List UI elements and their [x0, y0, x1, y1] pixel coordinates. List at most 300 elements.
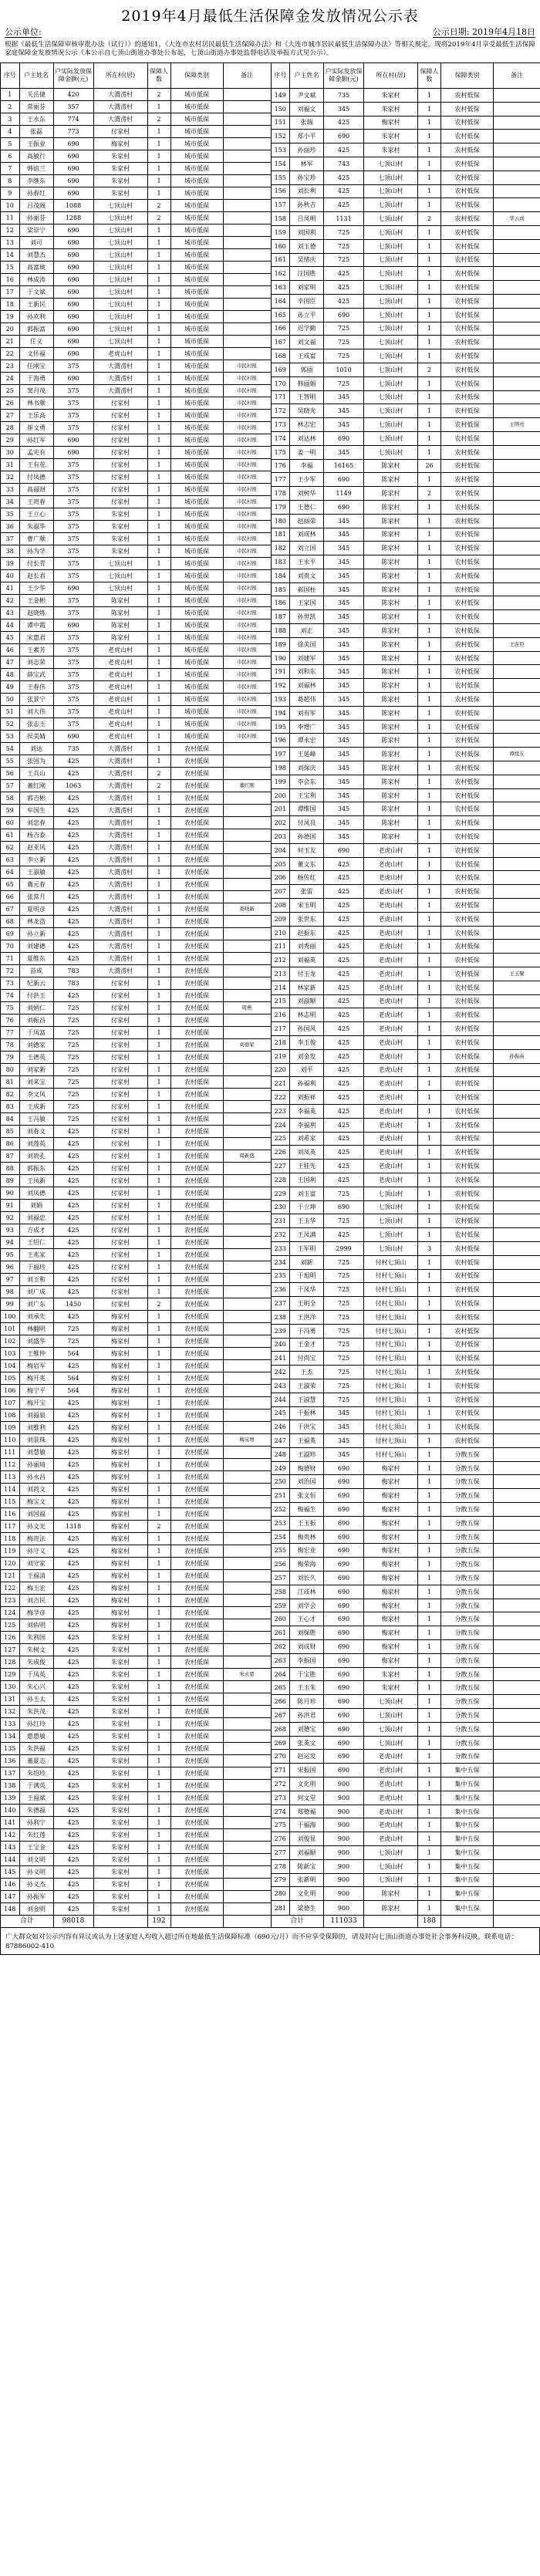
row-name: 孙守义	[19, 1545, 53, 1558]
row-seq: 166	[272, 322, 290, 336]
row-name: 文怀福	[19, 348, 53, 360]
row-amount: 1318	[53, 1521, 93, 1533]
row-type: 集中五保	[441, 1764, 494, 1778]
row-village: 梅家村	[364, 116, 418, 130]
row-count: 1	[418, 1709, 441, 1723]
row-village: 付家村	[93, 496, 147, 508]
row-type: 农村低保	[441, 665, 494, 679]
row-note	[223, 1249, 271, 1261]
row-name: 梁德生	[290, 1901, 324, 1916]
row-type: 城市低保	[170, 434, 223, 447]
row-note	[494, 1420, 540, 1434]
row-count: 1	[147, 336, 170, 348]
table-row	[1, 484, 271, 496]
row-village: 老虎山村	[364, 899, 418, 913]
row-seq: 219	[272, 1049, 290, 1063]
row-village: 老虎山村	[364, 885, 418, 899]
row-seq: 260	[272, 1612, 290, 1626]
row-village: 梅家村	[93, 1335, 147, 1348]
row-village: 七顶山村	[364, 1241, 418, 1255]
row-note	[494, 1489, 540, 1503]
row-seq: 39	[1, 558, 19, 570]
row-amount: 725	[53, 1335, 93, 1348]
row-name: 曹广顺	[19, 533, 53, 545]
row-count: 1	[418, 514, 441, 528]
row-name: 孙玉太	[19, 1693, 53, 1706]
row-count: 1	[418, 1791, 441, 1805]
row-type: 农村低保	[170, 1224, 223, 1237]
row-count: 1	[418, 1572, 441, 1585]
row-count: 1	[147, 1644, 170, 1656]
row-amount: 690	[324, 1695, 364, 1709]
row-count: 1	[147, 1780, 170, 1792]
row-note	[494, 1283, 540, 1297]
row-village: 七顶山村	[93, 212, 147, 225]
row-note	[494, 239, 540, 253]
row-amount: 690	[53, 138, 93, 150]
row-seq: 178	[272, 487, 290, 501]
row-count: 1	[147, 138, 170, 150]
row-note	[494, 899, 540, 913]
row-amount: 690	[324, 1722, 364, 1736]
table-row	[1, 582, 271, 595]
row-note	[494, 157, 540, 170]
row-name: 梅开宝	[19, 1397, 53, 1410]
row-amount: 690	[53, 262, 93, 274]
unit-date-line	[0, 27, 540, 38]
table-row	[1, 632, 271, 644]
row-type: 农村低保	[441, 871, 494, 885]
row-village: 陈家村	[364, 473, 418, 487]
row-amount: 425	[53, 1274, 93, 1286]
row-amount: 345	[324, 830, 364, 844]
row-name: 于洪宝	[290, 1420, 324, 1434]
row-name: 孙宝珍	[290, 170, 324, 184]
row-amount: 690	[324, 1681, 364, 1695]
row-amount: 690	[324, 1461, 364, 1475]
table-row	[1, 1743, 271, 1755]
table-row	[1, 1261, 271, 1274]
row-count: 1	[418, 294, 441, 308]
row-name: 孙洪君	[290, 1709, 324, 1723]
row-amount: 425	[324, 143, 364, 157]
row-village: 大渭涝村	[93, 928, 147, 940]
row-village: 大渭涝村	[93, 854, 147, 866]
row-note	[223, 336, 271, 348]
empty-cell	[223, 1916, 271, 1928]
row-name: 林志宏	[290, 418, 324, 432]
row-amount: 900	[324, 1778, 364, 1791]
row-name: 刘长利	[290, 184, 324, 198]
row-seq: 57	[1, 780, 19, 792]
table-row	[272, 610, 540, 624]
row-count: 1	[147, 669, 170, 681]
row-name: 刘来宝	[19, 1076, 53, 1089]
table-row	[1, 126, 271, 138]
row-seq: 248	[272, 1447, 290, 1461]
row-village: 付村七顶山	[364, 1366, 418, 1379]
row-village: 梅家村	[364, 1530, 418, 1544]
row-note	[223, 1693, 271, 1706]
row-amount: 425	[53, 1879, 93, 1891]
row-name: 朱成俊	[19, 1656, 53, 1669]
row-seq: 106	[1, 1385, 19, 1397]
row-count: 1	[418, 1585, 441, 1599]
row-name: 孙世凯	[290, 610, 324, 624]
row-count: 1	[418, 1200, 441, 1214]
row-amount: 425	[324, 1049, 364, 1063]
row-village: 陈家村	[364, 500, 418, 514]
right-table	[272, 63, 540, 1928]
row-name: 刘希家	[290, 1132, 324, 1146]
table-row	[272, 1653, 540, 1667]
row-seq: 15	[1, 262, 19, 274]
row-seq: 147	[1, 1891, 19, 1903]
table-row	[1, 1718, 271, 1730]
row-name: 王淑慧	[290, 1393, 324, 1406]
row-type: 农村低保	[170, 1521, 223, 1533]
row-village: 梅家村	[93, 1508, 147, 1521]
row-amount: 725	[324, 376, 364, 390]
row-amount: 375	[53, 533, 93, 545]
row-note	[494, 1873, 540, 1887]
row-count: 1	[418, 1104, 441, 1118]
row-type: 农村低保	[441, 1352, 494, 1366]
row-note	[223, 1298, 271, 1311]
row-name: 刘福英	[290, 954, 324, 967]
row-village: 付家村	[93, 1163, 147, 1175]
table-row	[272, 665, 540, 679]
row-note: 市民村报	[223, 496, 271, 508]
row-seq: 247	[272, 1434, 290, 1448]
row-type: 分散五保	[441, 1447, 494, 1461]
row-note	[223, 150, 271, 163]
table-row	[1, 262, 271, 274]
table-row	[1, 681, 271, 694]
row-amount: 690	[324, 1599, 364, 1612]
row-village: 老虎山村	[93, 694, 147, 706]
row-note	[223, 249, 271, 262]
table-row	[272, 954, 540, 967]
table-row	[272, 926, 540, 940]
row-amount: 725	[53, 1039, 93, 1052]
row-count: 1	[418, 1160, 441, 1173]
row-amount: 425	[53, 817, 93, 829]
row-type: 农村低保	[441, 761, 494, 775]
row-village: 老虎山村	[364, 857, 418, 871]
row-seq: 190	[272, 651, 290, 665]
row-name: 王明全	[290, 1297, 324, 1311]
row-amount: 725	[324, 1310, 364, 1324]
table-row	[1, 1360, 271, 1372]
row-amount: 357	[53, 101, 93, 113]
row-note	[494, 1750, 540, 1764]
row-name: 刘炳仁	[19, 1002, 53, 1015]
row-seq: 52	[1, 718, 19, 731]
row-amount: 345	[324, 569, 364, 582]
table-row	[272, 1214, 540, 1228]
row-seq: 112	[1, 1459, 19, 1471]
row-amount: 425	[53, 1669, 93, 1681]
row-seq: 137	[1, 1767, 19, 1780]
row-type: 城市低保	[170, 311, 223, 323]
row-type: 农村低保	[441, 89, 494, 103]
row-note	[223, 299, 271, 311]
row-count: 1	[147, 1619, 170, 1632]
row-name: 付凤良	[290, 816, 324, 830]
table-row	[272, 349, 540, 363]
row-seq: 252	[272, 1503, 290, 1517]
row-village: 老虎山村	[364, 1049, 418, 1063]
row-village: 付村七顶山	[364, 1393, 418, 1406]
row-type: 城市低保	[170, 225, 223, 237]
row-count: 1	[147, 743, 170, 755]
row-note	[494, 1585, 540, 1599]
row-village: 老虎山村	[93, 657, 147, 669]
row-seq: 281	[272, 1901, 290, 1916]
row-seq: 55	[1, 755, 19, 768]
row-seq: 254	[272, 1530, 290, 1544]
row-type: 农村低保	[170, 1706, 223, 1718]
row-name: 王少军	[290, 473, 324, 487]
row-amount: 425	[53, 916, 93, 928]
row-note: 市民村报	[223, 521, 271, 533]
row-village: 梅家村	[364, 1461, 418, 1475]
row-amount: 425	[324, 1118, 364, 1132]
row-note	[494, 1173, 540, 1187]
row-name: 张常月	[19, 891, 53, 903]
table-row	[1, 780, 271, 792]
row-name: 刘家新	[19, 1064, 53, 1076]
row-count: 1	[147, 1829, 170, 1842]
row-village: 付家村	[93, 1286, 147, 1298]
row-note	[494, 349, 540, 363]
row-village: 梅家村	[93, 138, 147, 150]
row-name: 赵晓炼	[19, 607, 53, 620]
row-type: 农村低保	[170, 1459, 223, 1471]
row-village: 陈家村	[364, 569, 418, 582]
row-type: 农村低保	[170, 755, 223, 768]
row-note	[494, 1558, 540, 1572]
row-note	[223, 1163, 271, 1175]
row-type: 农村低保	[170, 866, 223, 879]
table-row	[272, 212, 540, 226]
row-note	[223, 1286, 271, 1298]
row-count: 2	[147, 212, 170, 225]
row-name: 夏明彦	[19, 903, 53, 916]
row-amount: 425	[53, 1533, 93, 1545]
row-name: 李立新	[19, 854, 53, 866]
row-type: 城市低保	[170, 150, 223, 163]
table-row	[272, 1255, 540, 1269]
row-name: 梅学彦	[19, 1607, 53, 1619]
row-count: 1	[147, 694, 170, 706]
row-count: 1	[418, 308, 441, 322]
row-note	[223, 743, 271, 755]
row-type: 农村低保	[170, 1829, 223, 1842]
row-count: 1	[147, 1545, 170, 1558]
row-village: 付村七顶山	[364, 1310, 418, 1324]
row-village: 老虎山村	[364, 1035, 418, 1049]
row-type: 农村低保	[441, 1283, 494, 1297]
table-row	[1, 1175, 271, 1187]
row-name: 梅荣海	[290, 1558, 324, 1572]
row-count: 1	[147, 977, 170, 990]
row-count: 1	[418, 349, 441, 363]
row-village: 梅家村	[364, 1475, 418, 1489]
row-type: 农村低保	[441, 1434, 494, 1448]
row-type: 分散五保	[441, 1640, 494, 1654]
row-seq: 266	[272, 1695, 290, 1709]
row-amount: 425	[53, 1187, 93, 1200]
row-seq: 68	[1, 916, 19, 928]
table-row	[272, 157, 540, 170]
header-count: 保障人数	[147, 63, 170, 89]
row-amount: 375	[53, 385, 93, 397]
row-name: 葛超伟	[290, 693, 324, 707]
row-village: 老虎山村	[364, 1791, 418, 1805]
table-row	[272, 1585, 540, 1599]
row-count: 1	[147, 1410, 170, 1422]
table-row	[272, 267, 540, 281]
table-row	[1, 1397, 271, 1410]
row-type: 农村低保	[441, 1118, 494, 1132]
row-type: 农村低保	[170, 1311, 223, 1323]
row-note	[223, 916, 271, 928]
row-type: 农村低保	[170, 1854, 223, 1866]
row-seq: 164	[272, 294, 290, 308]
row-amount: 345	[324, 679, 364, 693]
row-note	[494, 1310, 540, 1324]
row-count: 1	[418, 802, 441, 816]
row-amount: 564	[53, 1385, 93, 1397]
row-type: 农村低保	[170, 1496, 223, 1508]
row-note: 市民村报	[223, 484, 271, 496]
row-name: 王兆家	[19, 1249, 53, 1261]
row-count: 1	[418, 706, 441, 720]
row-amount: 690	[324, 1503, 364, 1517]
row-note	[223, 1397, 271, 1410]
row-count: 1	[147, 1200, 170, 1212]
table-row	[1, 755, 271, 768]
row-type: 城市低保	[170, 163, 223, 175]
row-seq: 75	[1, 1002, 19, 1015]
row-village: 七顶山村	[93, 570, 147, 582]
row-amount: 1149	[324, 487, 364, 501]
row-seq: 203	[272, 830, 290, 844]
row-count: 1	[418, 720, 441, 734]
row-name: 刘广东	[19, 1298, 53, 1311]
row-note	[494, 816, 540, 830]
row-seq: 262	[272, 1640, 290, 1654]
row-name: 孙丽琦	[19, 1459, 53, 1471]
row-type: 城市低保	[170, 323, 223, 336]
row-village: 大渭涝村	[93, 360, 147, 373]
row-seq: 268	[272, 1722, 290, 1736]
row-type: 农村低保	[441, 253, 494, 267]
row-name: 刘娟	[19, 1200, 53, 1212]
row-village: 老虎山村	[364, 954, 418, 967]
row-seq: 253	[272, 1516, 290, 1530]
row-seq: 63	[1, 854, 19, 866]
row-name: 孙红玲	[19, 1718, 53, 1730]
row-count: 1	[418, 1489, 441, 1503]
row-amount: 425	[53, 891, 93, 903]
row-amount: 725	[53, 1064, 93, 1076]
row-amount: 690	[53, 323, 93, 336]
table-row	[1, 1595, 271, 1607]
row-seq: 205	[272, 857, 290, 871]
row-village: 付家村	[93, 1150, 147, 1163]
row-village: 陈家村	[364, 582, 418, 596]
row-type: 农村低保	[441, 843, 494, 857]
row-note	[494, 500, 540, 514]
row-amount: 375	[53, 545, 93, 558]
row-type: 农村低保	[170, 1138, 223, 1150]
row-village: 付家村	[93, 1002, 147, 1015]
row-amount: 725	[324, 1187, 364, 1200]
row-count: 1	[147, 1508, 170, 1521]
row-amount: 345	[324, 706, 364, 720]
row-name: 王军明	[290, 1241, 324, 1255]
row-amount: 425	[53, 990, 93, 1002]
row-amount: 1063	[53, 780, 93, 792]
row-name: 薛宝武	[19, 669, 53, 681]
row-count: 1	[147, 1385, 170, 1397]
row-village: 七顶山村	[93, 286, 147, 299]
row-amount: 345	[324, 542, 364, 555]
row-note: 市民村报	[223, 669, 271, 681]
row-amount: 690	[324, 431, 364, 445]
row-note	[223, 1780, 271, 1792]
row-village: 朱家村	[93, 163, 147, 175]
row-amount: 725	[324, 1393, 364, 1406]
row-seq: 173	[272, 418, 290, 432]
row-type: 农村低保	[170, 1410, 223, 1422]
table-row	[272, 788, 540, 802]
row-type: 城市低保	[170, 484, 223, 496]
row-note	[223, 977, 271, 990]
table-row	[1, 977, 271, 990]
row-count: 1	[147, 1595, 170, 1607]
row-amount: 345	[324, 610, 364, 624]
table-row	[1, 1286, 271, 1298]
row-seq: 231	[272, 1214, 290, 1228]
table-row	[1, 953, 271, 965]
row-village: 老虎山村	[364, 967, 418, 981]
row-name: 孙秋吉	[290, 198, 324, 212]
row-name: 苗成	[19, 965, 53, 977]
row-note	[223, 1348, 271, 1360]
row-amount: 690	[324, 1709, 364, 1723]
row-amount: 375	[53, 607, 93, 620]
table-row	[1, 138, 271, 150]
row-count: 1	[418, 1091, 441, 1105]
row-village: 朱家村	[93, 1755, 147, 1767]
row-name: 刘达	[19, 743, 53, 755]
row-note	[494, 225, 540, 239]
row-seq: 211	[272, 940, 290, 954]
row-seq: 136	[1, 1755, 19, 1767]
row-amount: 345	[324, 445, 364, 459]
table-row	[1, 1212, 271, 1224]
row-seq: 76	[1, 1015, 19, 1027]
row-count: 1	[418, 1503, 441, 1517]
row-type: 农村低保	[170, 990, 223, 1002]
row-type: 农村低保	[441, 802, 494, 816]
row-note	[223, 953, 271, 965]
row-type: 集中五保	[441, 1901, 494, 1916]
